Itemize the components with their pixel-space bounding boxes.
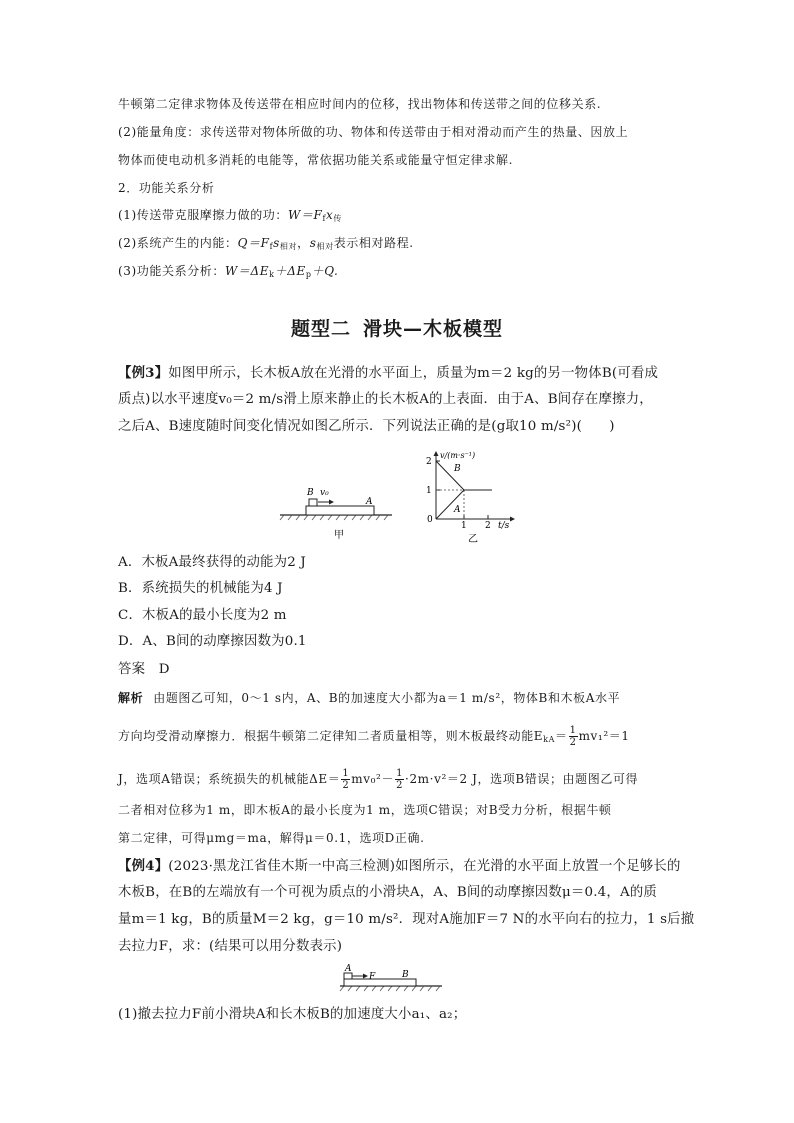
section-title-a: 题型二 — [290, 318, 351, 340]
fig4-label-a: A — [345, 964, 352, 974]
intro-line-4: 2．功能关系分析 — [118, 181, 215, 195]
example4-line-4: 去拉力F，求：(结果可以用分数表示) — [118, 939, 343, 954]
example3-analysis-3: J，选项A错误；系统损失的机械能ΔE＝ $\frac{1}{2}$ mv₀²－ $\frac{1}{2}$ ·2m·v²＝2 J，选项B错误；由题图乙可得 — [118, 768, 639, 791]
fig-jia-label-v0: v₀ — [320, 488, 329, 498]
graph-x1: 1 — [461, 521, 467, 531]
section-title-b: 滑块—木板模型 — [363, 318, 504, 340]
section-title — [0, 314, 794, 341]
graph-label-b: B — [454, 464, 461, 474]
fig-jia-label-a: A — [366, 497, 373, 507]
fig4-label-f: F — [369, 972, 376, 982]
intro-line-5: (1)传送带克服摩擦力做的功：$W=F_fx_传$ — [118, 208, 343, 223]
fig-jia-caption: 甲 — [334, 530, 344, 541]
example3-option-a: A．木板A最终获得的动能为2 J — [118, 555, 306, 570]
graph-ylabel: v/(m·s⁻¹) — [440, 451, 476, 460]
example3-analysis-4: 二者相对位移为1 m，即木板A的最小长度为1 m，选项C错误；对B受力分析，根据牛顿 — [118, 803, 612, 817]
example4-line-2: 木板B，在B的左端放有一个可视为质点的小滑块A，A、B间的动摩擦因数μ＝0.4，A的质 — [118, 885, 658, 900]
example3-line-3: 之后A、B速度随时间变化情况如图乙所示．下列说法正确的是(g取10 m/s²)( ) — [118, 419, 615, 434]
fig-yi-caption: 乙 — [468, 534, 478, 545]
example3-option-b: B．系统损失的机械能为4 J — [118, 581, 283, 596]
example4-line-3: 量m＝1 kg，B的质量M＝2 kg，g＝10 m/s²．现对A施加F＝7 N的水平向右的拉力，1 s后撤 — [118, 912, 695, 927]
figure-jia — [276, 480, 396, 542]
example4-line-1: 【例4】(2023·黑龙江省佳木斯一中高三检测)如图所示，在光滑的水平面上放置一个足够长的 — [118, 858, 681, 874]
graph-y1: 1 — [426, 486, 432, 496]
fraction-half: $\frac{1}{2}$ — [396, 768, 404, 791]
figure-example4 — [336, 962, 446, 1000]
figure-yi — [420, 448, 530, 546]
example4-question-1: (1)撤去拉力F前小滑块A和长木板B的加速度大小a₁、a₂； — [118, 1007, 467, 1022]
example3-option-c: C．木板A的最小长度为2 m — [118, 608, 287, 623]
fig-jia-label-b: B — [307, 488, 314, 498]
example3-line-2: 质点)以水平速度v₀＝2 m/s滑上原来静止的长木板A的上表面．由于A、B间存在摩擦力， — [118, 392, 653, 407]
example3-label: 【例3】 — [118, 365, 169, 381]
intro-line-3: 物体而使电动机多消耗的电能等，常依据功能关系或能量守恒定律求解. — [118, 153, 514, 167]
fraction-half: $\frac{1}{2}$ — [342, 768, 350, 791]
fraction-half: $\frac{1}{2}$ — [569, 725, 577, 748]
graph-x2: 2 — [485, 521, 491, 531]
graph-label-a: A — [454, 505, 461, 515]
intro-line-6: (2)系统产生的内能：$Q=F_fs_{相对}$，$s_{相对}$表示相对路程. — [118, 236, 414, 251]
example3-analysis-2: 方向均受滑动摩擦力．根据牛顿第二定律知二者质量相等，则木板最终动能$E_{kA}=$ $\frac{1}{2}$ mv₁²＝1 — [118, 725, 630, 748]
example3-analysis-5: 第二定律，可得μmg＝ma，解得μ＝0.1，选项D正确. — [118, 831, 425, 845]
intro-line-7: (3)功能关系分析：$W=\Delta E_k+\Delta E_p+Q$. — [118, 264, 339, 279]
example3-option-d: D．A、B间的动摩擦因数为0.1 — [118, 634, 307, 649]
graph-y2: 2 — [426, 457, 432, 467]
intro-line-2: (2)能量角度：求传送带对物体所做的功、物体和传送带由于相对滑动而产生的热量、因放上 — [118, 125, 629, 139]
example3-analysis-1: 解析 由题图乙可知，0～1 s内，A、B的加速度大小都为a＝1 m/s²，物体B和木板A水平 — [118, 691, 621, 705]
analysis-label: 解析 — [118, 691, 144, 705]
graph-origin: 0 — [427, 515, 433, 525]
intro-line-1: 牛顿第二定律求物体及传送带在相应时间内的位移，找出物体和传送带之间的位移关系. — [118, 97, 602, 111]
fig4-label-b: B — [402, 970, 409, 980]
example3-line-1: 【例3】如图甲所示，长木板A放在光滑的水平面上，质量为m＝2 kg的另一物体B(可看成 — [118, 365, 659, 381]
example4-label: 【例4】 — [118, 858, 169, 874]
graph-xlabel: t/s — [498, 521, 510, 531]
example3-answer: 答案 D — [118, 662, 170, 677]
